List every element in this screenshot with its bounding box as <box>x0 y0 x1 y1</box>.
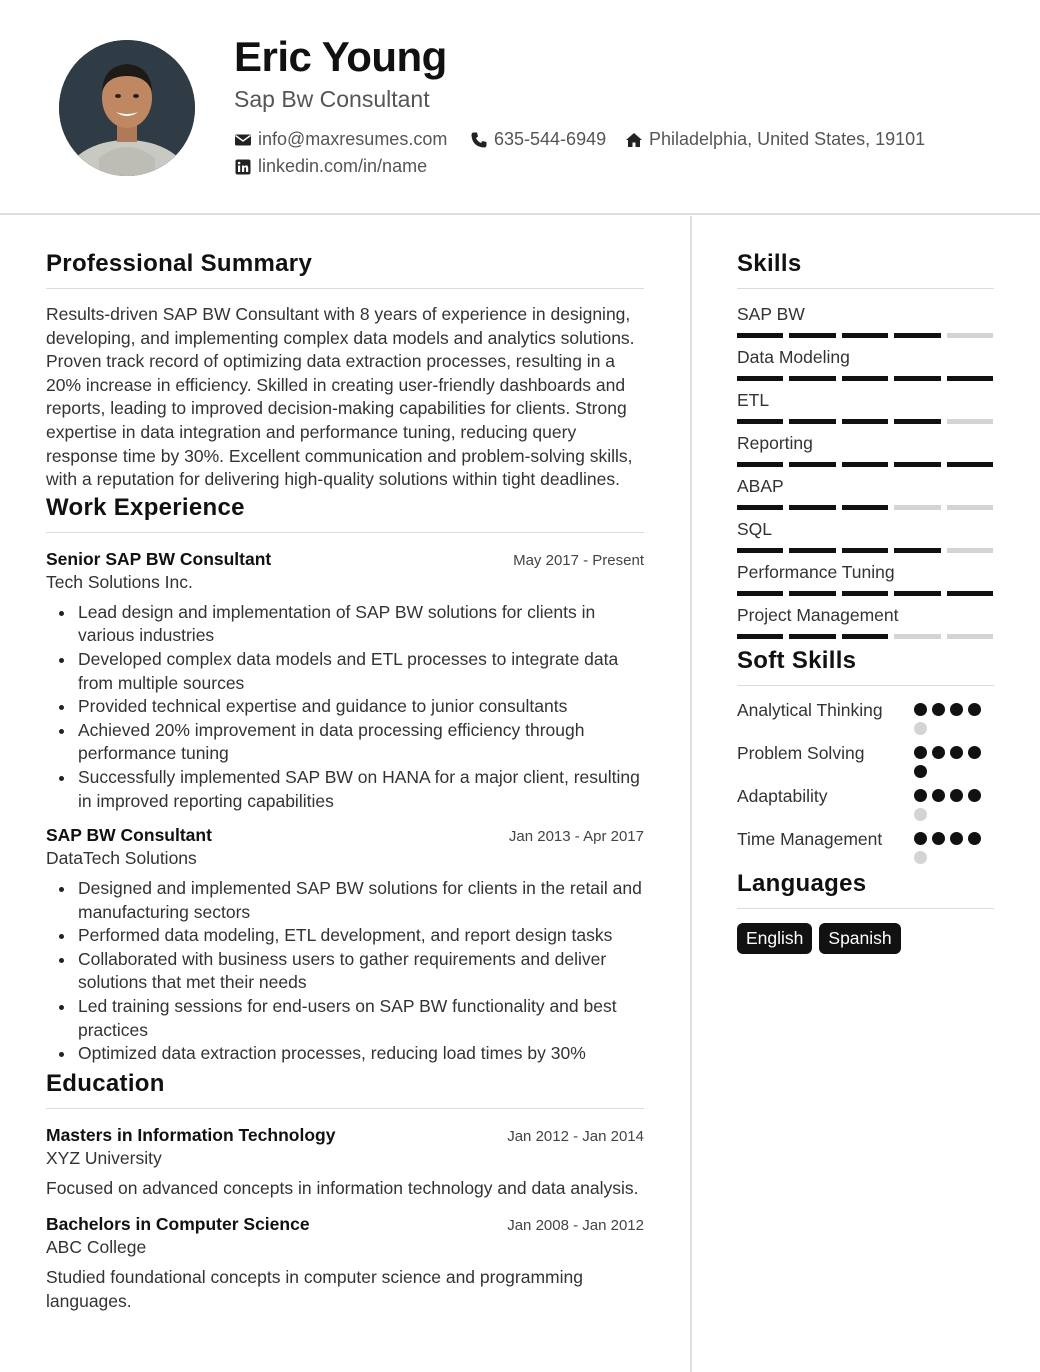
skill-level-segment <box>894 419 940 424</box>
summary-text: Results-driven SAP BW Consultant with 8 years of experience in designing, developing, and implementing complex data models and analytics solutions. Proven track record of optimizing data extraction processes, resulting in a 20% increase in efficiency. Skilled in creating user-friendly dashboards and reports, leading to improved decision-making capabilities for clients. Strong expertise in data integration and performance tuning, reducing query response time by 30%. Excellent communication and problem-solving skills, with a reputation for delivering high-quality solutions within tight deadlines. <box>46 304 635 490</box>
job-bullet: Performed data modeling, ETL development, and report design tasks <box>46 924 644 948</box>
skill-level-segment <box>894 548 940 553</box>
job-date: May 2017 - Present <box>513 551 644 569</box>
skill-level-segment <box>842 634 888 639</box>
skill-name: SQL <box>737 519 773 539</box>
job-bullet: Developed complex data models and ETL processes to integrate data from multiple sources <box>46 648 644 695</box>
job-title: Senior SAP BW Consultant <box>46 548 272 569</box>
skill-level-segment <box>947 591 993 596</box>
skill-level-bar <box>737 333 993 338</box>
education-date: Jan 2012 - Jan 2014 <box>507 1127 644 1145</box>
skill-item <box>737 303 994 338</box>
rating-dot <box>914 851 927 864</box>
education-section <box>46 1070 644 1314</box>
skill-level-bar <box>737 419 993 424</box>
skill-level-segment <box>894 634 940 639</box>
section-divider <box>46 532 644 533</box>
skill-level-segment <box>947 548 993 553</box>
soft-skill-name: Adaptability <box>737 786 828 806</box>
contact-email-text: info@maxresumes.com <box>258 129 448 149</box>
skill-item <box>737 346 994 381</box>
summary-heading: Professional Summary <box>46 250 313 277</box>
job-bullet: Led training sessions for end-users on SAP BW functionality and best practices <box>46 995 644 1042</box>
soft-skill-rating <box>914 784 994 821</box>
job-company: DataTech Solutions <box>46 848 197 869</box>
skill-level-segment <box>737 634 783 639</box>
section-divider <box>737 685 994 686</box>
candidate-name: Eric Young <box>234 33 447 80</box>
job-bullet: Optimized data extraction processes, reducing load times by 30% <box>46 1042 644 1066</box>
soft-skill-item <box>737 698 994 735</box>
job-date: Jan 2013 - Apr 2017 <box>508 828 644 846</box>
skill-level-bar <box>737 376 993 381</box>
skill-level-segment <box>947 462 993 467</box>
skill-level-segment <box>947 333 993 338</box>
skill-item <box>737 561 994 596</box>
languages-section <box>737 870 994 954</box>
contact-email[interactable] <box>234 129 447 150</box>
education-description: Focused on advanced concepts in information technology and data analysis. <box>46 1177 639 1198</box>
skill-level-segment <box>737 333 783 338</box>
rating-dot <box>914 703 927 716</box>
skill-level-segment <box>947 505 993 510</box>
contact-phone[interactable] <box>470 129 606 150</box>
rating-dot <box>914 808 927 821</box>
skill-level-segment <box>737 548 783 553</box>
profile-photo <box>59 40 195 176</box>
education-entry <box>46 1125 644 1201</box>
section-divider <box>46 288 644 289</box>
skill-level-segment <box>842 462 888 467</box>
education-date: Jan 2008 - Jan 2012 <box>507 1217 644 1235</box>
summary-section <box>46 250 644 492</box>
contact-linkedin[interactable] <box>234 156 427 177</box>
candidate-title: Sap Bw Consultant <box>234 86 430 112</box>
rating-dot <box>914 746 927 759</box>
skill-name: SAP BW <box>737 304 805 324</box>
skill-level-bar <box>737 634 993 639</box>
soft-skills-heading: Soft Skills <box>737 647 857 674</box>
rating-dot <box>968 832 981 845</box>
skills-section <box>737 250 994 639</box>
skill-level-segment <box>842 333 888 338</box>
school-name: XYZ University <box>46 1147 162 1168</box>
soft-skill-item <box>737 741 994 778</box>
section-divider <box>737 288 994 289</box>
languages-heading: Languages <box>737 870 867 897</box>
skill-level-segment <box>842 591 888 596</box>
skill-level-segment <box>947 376 993 381</box>
skill-level-segment <box>842 548 888 553</box>
skill-level-bar <box>737 591 993 596</box>
rating-dot <box>914 722 927 735</box>
degree-title: Masters in Information Technology <box>46 1124 336 1145</box>
column-divider <box>690 216 692 1372</box>
rating-dot <box>932 746 945 759</box>
skill-level-segment <box>894 333 940 338</box>
skill-level-segment <box>789 634 835 639</box>
job-bullet: Successfully implemented SAP BW on HANA for a major client, resulting in improved reporting capabilities <box>46 766 644 813</box>
skills-heading: Skills <box>737 250 802 277</box>
job-bullet: Collaborated with business users to gather requirements and deliver solutions that met their needs <box>46 948 644 995</box>
skill-level-segment <box>737 505 783 510</box>
experience-section <box>46 494 644 1066</box>
contact-address <box>625 129 925 150</box>
rating-dot <box>968 746 981 759</box>
skill-name: ABAP <box>737 476 784 496</box>
rating-dot <box>950 746 963 759</box>
rating-dot <box>914 765 927 778</box>
soft-skill-rating <box>914 827 994 864</box>
avatar-illustration <box>59 40 195 176</box>
rating-dot <box>968 703 981 716</box>
skill-level-segment <box>894 462 940 467</box>
soft-skill-rating <box>914 741 994 778</box>
envelope-icon <box>234 131 252 149</box>
skill-level-segment <box>789 548 835 553</box>
skill-name: ETL <box>737 390 770 410</box>
skill-level-segment <box>894 505 940 510</box>
skill-level-segment <box>842 376 888 381</box>
skill-level-segment <box>947 634 993 639</box>
rating-dot <box>950 789 963 802</box>
education-entry <box>46 1214 644 1313</box>
skill-level-segment <box>789 376 835 381</box>
experience-heading: Work Experience <box>46 493 245 521</box>
skill-level-segment <box>737 462 783 467</box>
job-company: Tech Solutions Inc. <box>46 571 193 592</box>
rating-dot <box>950 703 963 716</box>
skill-level-segment <box>737 591 783 596</box>
skill-item <box>737 604 994 639</box>
soft-skill-name: Problem Solving <box>737 743 865 763</box>
skill-item <box>737 475 994 510</box>
skill-level-segment <box>947 419 993 424</box>
soft-skills-section <box>737 647 994 864</box>
soft-skill-item <box>737 784 994 821</box>
job-bullets <box>46 877 644 1066</box>
skill-name: Project Management <box>737 605 899 625</box>
skill-level-segment <box>737 376 783 381</box>
job-bullet: Designed and implemented SAP BW solutions for clients in the retail and manufacturing sectors <box>46 877 644 924</box>
soft-skill-rating <box>914 698 994 735</box>
language-tag: English <box>737 923 812 954</box>
job-entry <box>46 825 644 1066</box>
job-bullet: Provided technical expertise and guidance to junior consultants <box>46 695 644 719</box>
skill-level-bar <box>737 548 993 553</box>
job-bullet: Lead design and implementation of SAP BW solutions for clients in various industries <box>46 601 644 648</box>
skill-level-bar <box>737 462 993 467</box>
skill-level-segment <box>789 591 835 596</box>
skill-item <box>737 518 994 553</box>
skill-name: Reporting <box>737 433 813 453</box>
language-tag: Spanish <box>819 923 900 954</box>
main-column <box>46 250 644 1324</box>
rating-dot <box>950 832 963 845</box>
rating-dot <box>932 703 945 716</box>
skill-level-segment <box>789 462 835 467</box>
resume-header <box>0 0 1040 215</box>
job-title: SAP BW Consultant <box>46 825 212 846</box>
skill-level-segment <box>789 419 835 424</box>
soft-skill-name: Time Management <box>737 829 883 849</box>
home-icon <box>625 131 643 149</box>
skills-list <box>737 303 994 639</box>
language-list <box>737 923 994 954</box>
job-bullet: Achieved 20% improvement in data processing efficiency through performance tuning <box>46 719 644 766</box>
rating-dot <box>968 789 981 802</box>
soft-skill-item <box>737 827 994 864</box>
soft-skill-name: Analytical Thinking <box>737 700 883 720</box>
school-name: ABC College <box>46 1237 147 1258</box>
rating-dot <box>932 789 945 802</box>
skill-level-segment <box>842 505 888 510</box>
skill-name: Data Modeling <box>737 347 850 367</box>
skill-level-segment <box>894 376 940 381</box>
contact-phone-text: 635-544-6949 <box>494 129 607 149</box>
skill-name: Performance Tuning <box>737 562 895 582</box>
linkedin-icon <box>234 158 252 176</box>
skill-level-segment <box>737 419 783 424</box>
skill-item <box>737 389 994 424</box>
skill-level-segment <box>789 333 835 338</box>
section-divider <box>737 908 994 909</box>
sidebar-column <box>737 250 994 954</box>
contact-linkedin-text: linkedin.com/in/name <box>258 156 428 176</box>
job-bullets <box>46 601 644 813</box>
section-divider <box>46 1108 644 1109</box>
rating-dot <box>914 832 927 845</box>
skill-level-segment <box>842 419 888 424</box>
skill-level-segment <box>789 505 835 510</box>
rating-dot <box>914 789 927 802</box>
skill-level-segment <box>894 591 940 596</box>
education-heading: Education <box>46 1069 165 1097</box>
skill-level-bar <box>737 505 993 510</box>
skill-item <box>737 432 994 467</box>
contact-address-text: Philadelphia, United States, 19101 <box>649 129 926 149</box>
phone-icon <box>470 131 488 149</box>
degree-title: Bachelors in Computer Science <box>46 1214 310 1235</box>
rating-dot <box>932 832 945 845</box>
job-entry <box>46 549 644 813</box>
education-description: Studied foundational concepts in computer science and programming languages. <box>46 1267 583 1312</box>
